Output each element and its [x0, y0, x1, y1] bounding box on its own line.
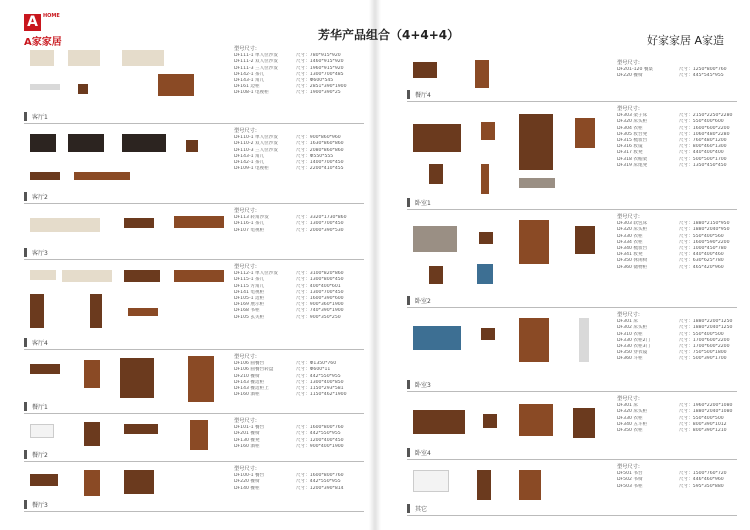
product-image: [30, 218, 100, 232]
model-code: DF320 床头柜: [617, 409, 648, 415]
spec-row: [617, 73, 742, 79]
model-size: 尺寸：3100*820*860: [296, 271, 344, 277]
model-code: DF142-1 茶几: [234, 71, 265, 77]
model-code: DF105 玄关柜: [234, 314, 265, 320]
product-images: [28, 416, 228, 450]
section-label: 餐厅4: [407, 90, 431, 99]
model-code: DF318 衣帽架: [617, 156, 648, 162]
spec-heading: 型号尺寸：: [617, 106, 643, 112]
model-code: DF111-2 双人位沙发: [234, 59, 278, 65]
model-code: DF340 五斗柜: [617, 421, 648, 427]
spec-list: [617, 464, 742, 490]
model-size: 尺寸：1600*590*2200: [679, 239, 730, 245]
model-code: DF360 斗柜: [617, 356, 643, 362]
product-images: [411, 212, 611, 296]
product-image: [68, 134, 104, 152]
model-size: 尺寸：1150*462*1900: [296, 392, 347, 398]
model-code: DF130 餐凳: [234, 437, 260, 443]
right-page: [375, 0, 750, 530]
section-label: 客厅3: [24, 248, 48, 257]
model-code: DF116-1 茶几: [234, 221, 265, 227]
model-size: 尺寸：442*550*955: [296, 479, 341, 485]
spec-row: [234, 486, 366, 492]
model-size: 尺寸：550*400*500: [679, 331, 724, 337]
spec-row: [234, 90, 366, 96]
product-image: [84, 470, 100, 496]
model-size: 尺寸：465*420*960: [679, 264, 724, 270]
product-images: [411, 58, 611, 90]
model-size: 尺寸：440*400*460: [679, 252, 724, 258]
product-images: [411, 104, 611, 198]
spec-list: [234, 466, 366, 492]
model-size: 尺寸：550*400*600: [679, 119, 724, 125]
left-section-2: [24, 126, 364, 204]
product-image: [128, 308, 158, 316]
section-label: 卧室3: [407, 380, 431, 389]
model-code: DF350 穿衣镜: [617, 350, 648, 356]
model-code: DF169 展示柜: [234, 302, 265, 308]
product-image: [30, 364, 60, 374]
model-size: 尺寸：442*550*955: [296, 373, 341, 379]
spec-heading: 型号尺寸：: [234, 46, 260, 52]
model-code: DF330 衣柜3门: [617, 344, 651, 350]
model-size: 尺寸：800*390*1210: [679, 428, 727, 434]
spec-row: [617, 265, 742, 271]
product-image: [30, 84, 60, 90]
spec-list: [617, 214, 742, 271]
product-image: [519, 404, 553, 436]
product-image: [575, 226, 595, 254]
model-size: 尺寸：1960*915*920: [296, 65, 344, 71]
model-size: 尺寸：400*400*601: [296, 283, 341, 289]
product-image: [413, 62, 437, 78]
model-code: DF360 储物柜: [617, 264, 648, 270]
spec-list: [234, 418, 366, 450]
product-image: [575, 118, 595, 148]
spec-heading: 型号尺寸：: [234, 208, 260, 214]
model-size: 尺寸：2200*410*455: [296, 166, 344, 172]
model-code: DF302 床头柜: [617, 325, 648, 331]
product-image: [190, 420, 208, 450]
model-size: 尺寸：595*350*880: [679, 483, 724, 489]
model-size: 尺寸：442*550*955: [296, 431, 341, 437]
model-size: 尺寸：1880*2040*1250: [679, 325, 733, 331]
model-code: DF142-1 茶几: [234, 160, 265, 166]
product-image: [174, 216, 224, 228]
product-image: [30, 424, 54, 438]
model-code: DF143-1 角几: [234, 153, 265, 159]
model-size: 尺寸：500*390*1700: [679, 356, 727, 362]
model-code: DF320 床头柜: [617, 227, 648, 233]
product-image: [124, 424, 158, 434]
model-size: 尺寸：1250*800*760: [679, 67, 727, 73]
section-label: 卧室2: [407, 296, 431, 305]
product-image: [413, 124, 461, 152]
product-image: [84, 422, 100, 446]
model-size: 尺寸：1300*400*850: [296, 379, 344, 385]
product-image: [124, 270, 160, 282]
spec-heading: 型号尺寸：: [617, 60, 643, 66]
model-code: DF319 床尾凳: [617, 162, 648, 168]
model-size: 尺寸：550*400*500: [679, 415, 724, 421]
spec-row: [617, 163, 742, 169]
model-size: 尺寸：2150*2250*2280: [679, 113, 733, 119]
model-code: DF168 书柜: [234, 308, 260, 314]
spec-row: [617, 356, 742, 362]
spec-list: [234, 128, 366, 172]
left-section-6: [24, 416, 364, 462]
model-size: 尺寸：900*400*1900: [296, 443, 344, 449]
product-image: [186, 140, 198, 152]
spec-heading: 型号尺寸：: [617, 312, 643, 318]
spec-row: [234, 166, 366, 172]
product-image: [477, 470, 491, 500]
model-code: DF350 休闲椅: [617, 258, 648, 264]
product-image: [120, 358, 154, 398]
right-section-4: [407, 310, 737, 392]
spec-heading: 型号尺寸：: [617, 396, 643, 402]
spec-heading: 型号尺寸：: [234, 354, 260, 360]
model-code: DF106 圆餐台转盘: [234, 367, 274, 373]
model-size: 尺寸：630*625*780: [679, 258, 724, 264]
spec-row: [617, 484, 742, 490]
model-code: DF503 书柜: [617, 483, 643, 489]
model-size: 尺寸：900*350*250: [296, 314, 341, 320]
model-code: DF111-3 三人位沙发: [234, 65, 278, 71]
product-image: [519, 318, 549, 362]
model-size: 尺寸：1600*390*600: [296, 296, 344, 302]
model-code: DF330 衣柜: [617, 233, 643, 239]
model-code: DF105-1 边柜: [234, 296, 265, 302]
model-code: DF111-1 单人位沙发: [234, 53, 278, 59]
spec-list: [617, 312, 742, 363]
product-image: [30, 50, 54, 66]
model-code: DF141 电视柜: [234, 289, 265, 295]
model-code: DF317 妆凳: [617, 150, 643, 156]
model-size: 尺寸：500*500*1700: [679, 156, 727, 162]
product-image: [413, 226, 457, 252]
left-section-4: [24, 262, 364, 350]
model-size: 尺寸：Φ600*545: [296, 78, 334, 84]
right-section-2: [407, 104, 737, 210]
product-images: [28, 464, 228, 500]
model-size: 尺寸：1600*800*760: [296, 473, 344, 479]
section-label: 餐厅3: [24, 500, 48, 509]
model-size: 尺寸：750*500*1800: [679, 350, 727, 356]
model-size: 尺寸：1500*760*720: [679, 471, 727, 477]
product-image: [30, 294, 44, 328]
model-size: 尺寸：1300*700*450: [296, 221, 344, 227]
model-size: 尺寸：1400*700*450: [296, 160, 344, 166]
model-size: 尺寸：Φ1350*760: [296, 361, 337, 367]
logo-letter: A: [24, 14, 41, 31]
product-image: [78, 84, 88, 94]
product-image: [519, 220, 549, 264]
model-size: 尺寸：800*460*1300: [679, 144, 727, 150]
model-size: 尺寸：1300*800*450: [296, 277, 344, 283]
model-size: 尺寸：1000*450*780: [679, 246, 727, 252]
model-code: DF108-1 电视柜: [234, 90, 269, 96]
model-code: DF301 床: [617, 403, 639, 409]
section-label: 其它: [407, 504, 427, 513]
section-label: 餐厅1: [24, 402, 48, 411]
spec-list: [617, 106, 742, 169]
spec-heading: 型号尺寸：: [617, 464, 643, 470]
logo-home: HOME: [43, 13, 60, 19]
model-code: DF210 餐椅: [234, 373, 260, 379]
model-code: DF106 圆餐台: [234, 361, 265, 367]
model-size: 尺寸：2851*390*1900: [296, 84, 347, 90]
model-code: DF101-1 餐台: [234, 425, 265, 431]
model-code: DF113 转角沙发: [234, 215, 269, 221]
model-size: 尺寸：1900*390*25: [296, 90, 341, 96]
model-size: 尺寸：800*390*1012: [679, 421, 727, 427]
model-code: DF310 衣柜: [617, 331, 643, 337]
product-image: [188, 356, 214, 402]
model-code: DF100-1 餐台: [234, 473, 265, 479]
section-label: 卧室1: [407, 198, 431, 207]
model-size: 尺寸：440*400*400: [679, 150, 724, 156]
model-code: DF115 方角几: [234, 283, 265, 289]
model-code: DF304 衣柜: [617, 125, 643, 131]
model-size: 尺寸：550*400*560: [679, 233, 724, 239]
spec-heading: 型号尺寸：: [234, 418, 260, 424]
product-images: [411, 310, 611, 380]
product-image: [413, 326, 461, 350]
product-images: [28, 262, 228, 338]
model-code: DF110-1 单人位沙发: [234, 135, 278, 141]
section-label: 客厅2: [24, 192, 48, 201]
model-size: 尺寸：1880*2040*950: [679, 227, 730, 233]
model-size: 尺寸：1880*2150*950: [679, 221, 730, 227]
model-size: 尺寸：1350*450*450: [679, 162, 727, 168]
right-section-5: [407, 394, 737, 460]
product-image: [413, 410, 465, 434]
model-size: 尺寸：1880*2040*1080: [679, 409, 733, 415]
model-code: DF201-120 餐桌: [617, 67, 654, 73]
model-size: 尺寸：1060*480*2280: [679, 131, 730, 137]
model-code: DF143 餐边柜上: [234, 386, 269, 392]
model-code: DF350 衣柜: [617, 428, 643, 434]
spec-list: [234, 208, 366, 234]
model-code: DF110-2 双人位沙发: [234, 141, 278, 147]
model-size: 尺寸：1300*700*450: [296, 289, 344, 295]
right-section-3: [407, 212, 737, 308]
model-size: 尺寸：2080*860*860: [296, 147, 344, 153]
product-image: [124, 470, 154, 494]
model-code: DF334 衣柜: [617, 239, 643, 245]
spec-heading: 型号尺寸：: [234, 264, 260, 270]
left-section-7: [24, 464, 364, 512]
model-code: DF110-3 三人位沙发: [234, 147, 278, 153]
product-image: [483, 414, 497, 428]
model-code: DF305 妆台凳: [617, 131, 648, 137]
brand-logo: [24, 14, 72, 48]
spec-row: [234, 444, 366, 450]
product-images: [411, 462, 611, 504]
model-size: 尺寸：1150*293*581: [296, 386, 344, 392]
model-code: DF330 衣柜: [617, 415, 643, 421]
product-image: [30, 134, 56, 152]
spec-heading: 型号尺寸：: [234, 128, 260, 134]
model-size: 尺寸：760*480*1200: [679, 138, 727, 144]
model-code: DF220 餐椅: [234, 479, 260, 485]
model-code: DF320 床头柜: [617, 119, 648, 125]
model-size: 尺寸：900*360*1900: [296, 302, 344, 308]
left-section-5: [24, 352, 364, 414]
product-image: [519, 178, 555, 188]
model-code: DF220 餐椅: [617, 73, 643, 79]
spec-row: [234, 315, 366, 321]
section-label: 客厅1: [24, 112, 48, 121]
model-code: DF501 书台: [617, 471, 643, 477]
model-size: 尺寸：1700*600*2200: [679, 337, 730, 343]
model-code: DF315 梳妆台: [617, 138, 648, 144]
model-size: 尺寸：740*390*1900: [296, 308, 344, 314]
model-code: DF109-1 电视柜: [234, 166, 269, 172]
model-size: 尺寸：1200*400*450: [296, 437, 344, 443]
model-size: 尺寸：1880*2200*1250: [679, 319, 733, 325]
product-image: [74, 172, 130, 180]
model-code: DF140 餐柜: [234, 485, 260, 491]
model-size: 尺寸：1600*600*2200: [679, 125, 730, 131]
product-image: [30, 270, 56, 280]
model-size: 尺寸：446*460*960: [679, 477, 724, 483]
model-size: 尺寸：780*915*920: [296, 53, 341, 59]
model-code: DF115-1 茶几: [234, 277, 265, 283]
product-image: [481, 122, 495, 140]
model-size: 尺寸：Φ550*555: [296, 153, 334, 159]
model-code: DF316 妆镜: [617, 144, 643, 150]
product-image: [174, 270, 224, 282]
model-size: 尺寸：2000*390*530: [296, 227, 344, 233]
product-image: [481, 328, 495, 340]
model-code: DF143-1 角几: [234, 78, 265, 84]
product-image: [124, 218, 154, 228]
model-code: DF160 酒柜: [234, 443, 260, 449]
spec-heading: 型号尺寸：: [617, 214, 643, 220]
section-label: 卧室4: [407, 448, 431, 457]
product-images: [28, 44, 228, 112]
product-image: [413, 470, 449, 492]
section-label: 客厅4: [24, 338, 48, 347]
model-size: 尺寸：1460*915*920: [296, 59, 344, 65]
model-size: 尺寸：1600*800*760: [296, 425, 344, 431]
model-code: DF107 电视柜: [234, 227, 265, 233]
product-image: [429, 266, 443, 284]
right-section-1: [407, 58, 737, 102]
product-image: [30, 474, 58, 486]
model-code: DF340 梳妆台: [617, 246, 648, 252]
model-size: 尺寸：1300*700*485: [296, 71, 344, 77]
product-image: [481, 164, 489, 194]
model-code: DF330 衣柜2门: [617, 337, 651, 343]
model-code: DF160 酒柜: [234, 392, 260, 398]
spec-row: [234, 392, 366, 398]
model-size: 尺寸：3320*1730*860: [296, 215, 347, 221]
spec-list: [234, 46, 366, 97]
model-code: DF303 软包床: [617, 221, 648, 227]
model-code: DF143 餐边柜: [234, 379, 265, 385]
model-code: DF161 边柜: [234, 84, 260, 90]
model-code: DF502 书椅: [617, 477, 643, 483]
product-image: [158, 74, 194, 96]
model-code: DF201 餐椅: [234, 431, 260, 437]
product-image: [579, 318, 589, 362]
model-size: 尺寸：1700*600*2200: [679, 344, 730, 350]
product-image: [122, 134, 166, 152]
slogan: 好家家居 A家造: [646, 34, 724, 47]
product-image: [519, 470, 541, 500]
spec-list: [234, 354, 366, 398]
model-size: 尺寸：900*860*960: [296, 135, 341, 141]
spec-list: [234, 264, 366, 321]
model-size: 尺寸：1960*2200*1080: [679, 403, 733, 409]
page-title: 芳华产品组合（4+4+4）: [318, 28, 460, 42]
section-label: 餐厅2: [24, 450, 48, 459]
product-images: [28, 206, 228, 248]
product-image: [68, 50, 100, 66]
model-code: DF301 床: [617, 319, 639, 325]
product-image: [122, 50, 164, 66]
spec-row: [234, 228, 366, 234]
product-image: [479, 232, 493, 244]
product-images: [28, 352, 228, 402]
model-code: DF112-1 单人位沙发: [234, 271, 278, 277]
right-section-6: [407, 462, 737, 516]
product-images: [411, 394, 611, 448]
product-image: [475, 60, 489, 88]
product-image: [90, 294, 102, 328]
product-image: [573, 408, 595, 438]
spec-heading: 型号尺寸：: [234, 466, 260, 472]
product-images: [28, 126, 228, 192]
product-image: [30, 172, 60, 180]
spec-row: [617, 428, 742, 434]
product-image: [62, 270, 112, 282]
product-image: [519, 114, 553, 170]
product-image: [477, 264, 493, 284]
spec-list: [617, 60, 742, 80]
model-size: 尺寸：445*545*955: [679, 73, 724, 79]
left-section-3: [24, 206, 364, 260]
model-code: DF303 架子床: [617, 113, 648, 119]
product-image: [84, 360, 100, 388]
model-size: 尺寸：Φ600*11: [296, 367, 331, 373]
model-size: 尺寸：1630*860*860: [296, 141, 344, 147]
model-code: DF341 妆凳: [617, 252, 643, 258]
product-image: [429, 164, 443, 184]
left-section-1: [24, 44, 364, 124]
spec-list: [617, 396, 742, 434]
logo-text: A家家居: [24, 37, 62, 48]
model-size: 尺寸：1200*390*814: [296, 485, 344, 491]
